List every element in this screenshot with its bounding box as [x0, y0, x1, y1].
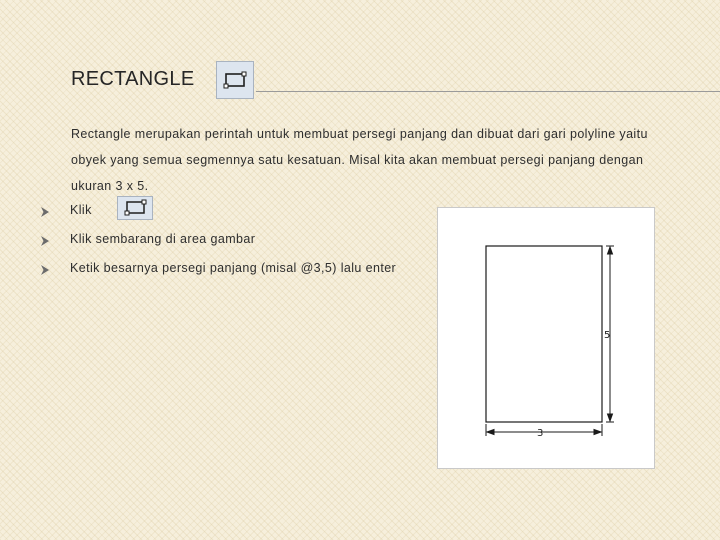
step-text: Klik sembarang di area gambar — [70, 232, 256, 246]
arrow-bullet-icon — [40, 235, 52, 247]
step-text: Klik — [70, 203, 92, 217]
rectangle-tool-icon — [117, 196, 153, 220]
drawn-rectangle — [486, 246, 602, 422]
width-dimension — [486, 424, 602, 436]
width-dimension-label: 3 — [537, 428, 544, 439]
intro-paragraph: Rectangle merupakan perintah untuk membuat persegi panjang dan dibuat dari gari polyline yaitu obyek yang semua segmennya satu kesatuan. Misal kita akan membuat persegi panjang dengan ukuran 3 x 5. — [71, 127, 648, 193]
arrow-bullet-icon — [40, 264, 52, 276]
arrow-bullet-icon — [40, 206, 52, 218]
rectangle-tool-icon — [216, 61, 254, 99]
step-text: Ketik besarnya persegi panjang (misal @3,5) lalu enter — [70, 261, 397, 275]
rectangle-dimension-figure — [437, 207, 655, 469]
title-divider — [256, 91, 720, 92]
height-dimension-label: 5 — [604, 330, 611, 341]
slide-title: RECTANGLE — [71, 68, 195, 90]
